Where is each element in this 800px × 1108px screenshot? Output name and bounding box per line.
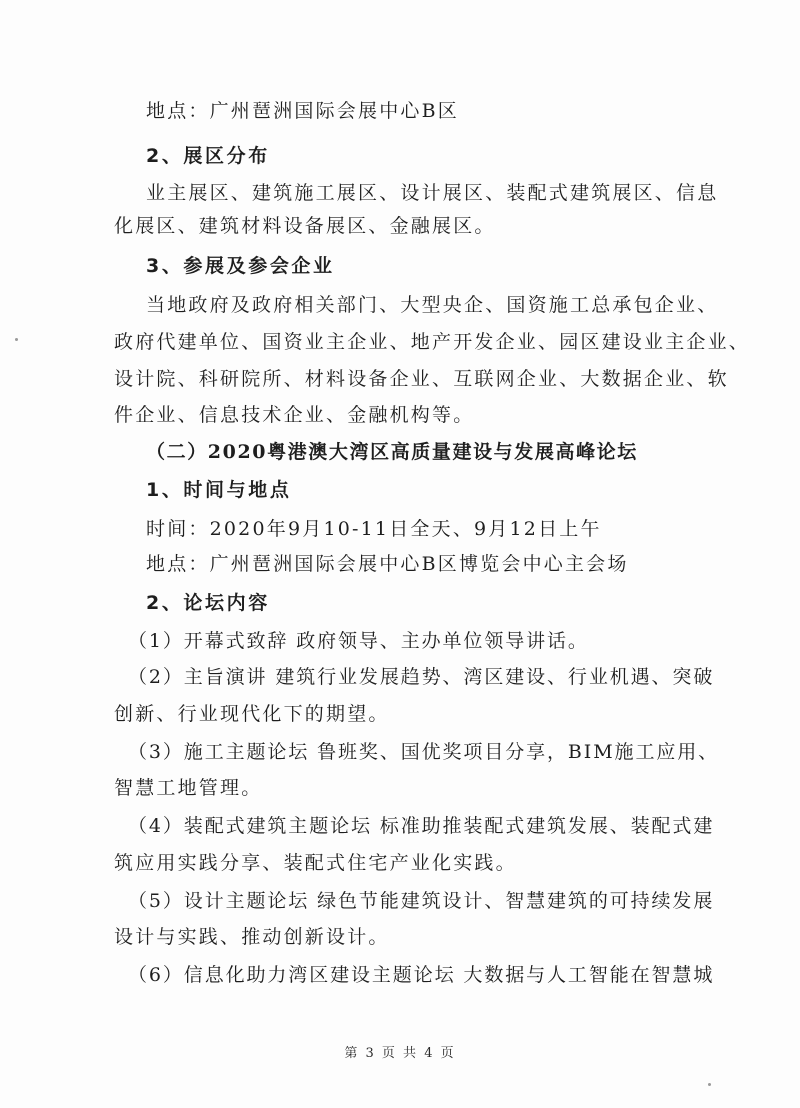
page-number: 第 3 页 共 4 页	[344, 1046, 456, 1061]
scan-speck	[708, 1083, 711, 1086]
paragraph-line: 筑应用实践分享、装配式住宅产业化实践。	[114, 852, 517, 874]
list-item: （3）施工主题论坛 鲁班奖、国优奖项目分享，BIM施工应用、	[128, 741, 720, 763]
heading-time-place: 1、时间与地点	[146, 479, 292, 501]
list-item: （2）主旨演讲 建筑行业发展趋势、湾区建设、行业机遇、突破	[128, 666, 715, 688]
list-item: （4）装配式建筑主题论坛 标准助推装配式建筑发展、装配式建	[128, 815, 715, 837]
venue-line: 地点：广州琶洲国际会展中心B区博览会中心主会场	[146, 553, 629, 575]
paragraph-line: 创新、行业现代化下的期望。	[114, 703, 390, 725]
paragraph-line: 设计院、科研院所、材料设备企业、互联网企业、大数据企业、软	[114, 368, 729, 390]
section-title-forum: （二）2020粤港澳大湾区高质量建设与发展高峰论坛	[146, 441, 638, 463]
heading-exhibition-layout: 2、展区分布	[146, 145, 270, 167]
list-item: （5）设计主题论坛 绿色节能建筑设计、智慧建筑的可持续发展	[128, 890, 715, 912]
scan-speck	[15, 338, 18, 341]
paragraph-line: 化展区、建筑材料设备展区、金融展区。	[114, 215, 496, 237]
paragraph-line: 件企业、信息技术企业、金融机构等。	[114, 404, 475, 426]
heading-forum-content: 2、论坛内容	[146, 592, 270, 614]
time-line: 时间：2020年9月10-11日全天、9月12日上午	[146, 518, 602, 540]
list-item: （1）开幕式致辞 政府领导、主办单位领导讲话。	[128, 630, 589, 652]
paragraph-line: 智慧工地管理。	[114, 777, 263, 799]
heading-participants: 3、参展及参会企业	[146, 255, 335, 277]
paragraph-line: 业主展区、建筑施工展区、设计展区、装配式建筑展区、信息	[146, 182, 719, 204]
paragraph-line: 政府代建单位、国资业主企业、地产开发企业、园区建设业主企业、	[114, 331, 751, 353]
paragraph-line: 设计与实践、推动创新设计。	[114, 926, 390, 948]
paragraph-line: 当地政府及政府相关部门、大型央企、国资施工总承包企业、	[146, 294, 719, 316]
venue-line: 地点：广州琶洲国际会展中心B区	[146, 100, 459, 122]
list-item: （6）信息化助力湾区建设主题论坛 大数据与人工智能在智慧城	[128, 964, 715, 986]
